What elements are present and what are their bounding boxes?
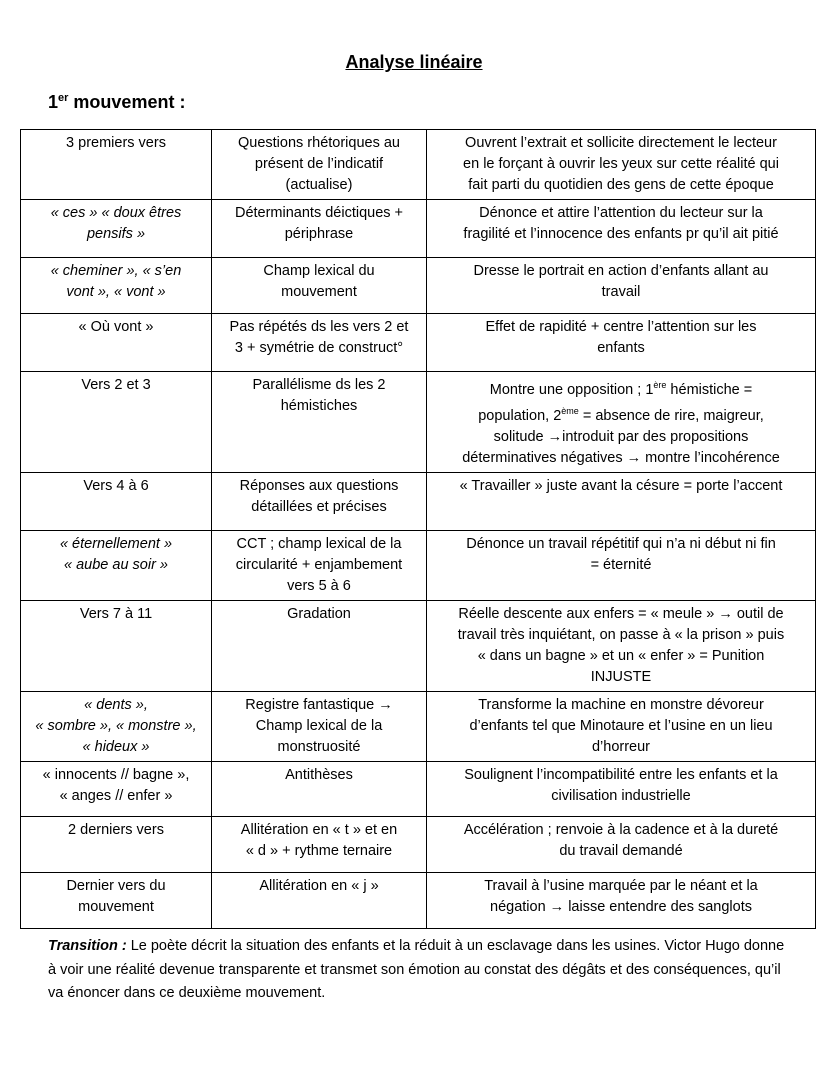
cell-effect: Dénonce un travail répétitif qui n’a ni début ni fin = éternité: [427, 531, 816, 601]
cell-effect: Dénonce et attire l’attention du lecteur sur la fragilité et l’innocence des enfants pr qu’il ait pitié: [427, 200, 816, 258]
cell-quote: Dernier vers du mouvement: [21, 873, 212, 929]
table-row: [21, 473, 816, 531]
table-row: [21, 372, 816, 473]
cell-quote: « Où vont »: [21, 314, 212, 372]
table-row: [21, 531, 816, 601]
cell-device: Questions rhétoriques au présent de l’indicatif (actualise): [212, 130, 427, 200]
table-row: [21, 817, 816, 873]
table-row: [21, 258, 816, 314]
cell-device: Réponses aux questions détaillées et précises: [212, 473, 427, 531]
cell-device: Registre fantastique → Champ lexical de la monstruosité: [212, 692, 427, 762]
cell-effect: « Travailler » juste avant la césure = porte l’accent: [427, 473, 816, 531]
section-number: 1: [48, 92, 59, 112]
cell-effect: Effet de rapidité + centre l’attention sur les enfants: [427, 314, 816, 372]
cell-device: Gradation: [212, 601, 427, 692]
transition-label: Transition :: [48, 938, 127, 954]
cell-effect: Travail à l’usine marquée par le néant et la négation → laisse entendre des sanglots: [427, 873, 816, 929]
table-row: [21, 601, 816, 692]
cell-quote: Vers 7 à 11: [21, 601, 212, 692]
cell-quote: 2 derniers vers: [21, 817, 212, 873]
cell-quote: « ces » « doux êtres pensifs »: [21, 200, 212, 258]
cell-effect: Accélération ; renvoie à la cadence et à la dureté du travail demandé: [427, 817, 816, 873]
cell-device: Déterminants déictiques + périphrase: [212, 200, 427, 258]
cell-effect: Réelle descente aux enfers = « meule » → outil de travail très inquiétant, on passe à « la prison » puis « dans un bagne » et un « enfer » = Punition INJUSTE: [427, 601, 816, 692]
cell-device: Champ lexical du mouvement: [212, 258, 427, 314]
cell-quote: 3 premiers vers: [21, 130, 212, 200]
cell-quote: Vers 2 et 3: [21, 372, 212, 473]
cell-effect: Transforme la machine en monstre dévoreur d’enfants tel que Minotaure et l’usine en un lieu d’horreur: [427, 692, 816, 762]
cell-effect: Ouvrent l’extrait et sollicite directement le lecteur en le forçant à ouvrir les yeux sur cette réalité qui fait parti du quotidien des gens de cette époque: [427, 130, 816, 200]
cell-quote: « innocents // bagne », « anges // enfer »: [21, 762, 212, 817]
table-row: [21, 762, 816, 817]
cell-effect: Montre une opposition ; 1ère hémistiche = population, 2ème = absence de rire, maigreur, solitude →introduit par des propositions déterminatives négatives → montre l’incohérence: [427, 372, 816, 473]
cell-quote: « dents », « sombre », « monstre », « hideux »: [21, 692, 212, 762]
table-row: [21, 200, 816, 258]
cell-quote: « cheminer », « s’en vont », « vont »: [21, 258, 212, 314]
table-row: [21, 873, 816, 929]
cell-device: Antithèses: [212, 762, 427, 817]
table-row: [21, 692, 816, 762]
cell-effect: Dresse le portrait en action d’enfants allant au travail: [427, 258, 816, 314]
analysis-table: [20, 129, 816, 929]
cell-device: Allitération en « j »: [212, 873, 427, 929]
cell-device: CCT ; champ lexical de la circularité + enjambement vers 5 à 6: [212, 531, 427, 601]
cell-device: Parallélisme ds les 2 hémistiches: [212, 372, 427, 473]
cell-effect: Soulignent l’incompatibilité entre les enfants et la civilisation industrielle: [427, 762, 816, 817]
cell-device: Allitération en « t » et en « d » + rythme ternaire: [212, 817, 427, 873]
section-heading: [48, 92, 185, 113]
transition-text: Le poète décrit la situation des enfants et la réduit à un esclavage dans les usines. Victor Hugo donne à voir une réalité devenue transparente et transmet son émotion au constat des dégâts et des conséquences, qu’il va énoncer dans ce deuxième mouvement.: [48, 938, 785, 1001]
transition-paragraph: [48, 935, 788, 1006]
section-label: mouvement :: [68, 92, 186, 112]
table-row: [21, 314, 816, 372]
cell-quote: Vers 4 à 6: [21, 473, 212, 531]
section-superscript: er: [58, 92, 69, 104]
table-row: [21, 130, 816, 200]
document-title: Analyse linéaire: [345, 52, 483, 72]
cell-quote: « éternellement » « aube au soir »: [21, 531, 212, 601]
cell-device: Pas répétés ds les vers 2 et 3 + symétrie de construct°: [212, 314, 427, 372]
